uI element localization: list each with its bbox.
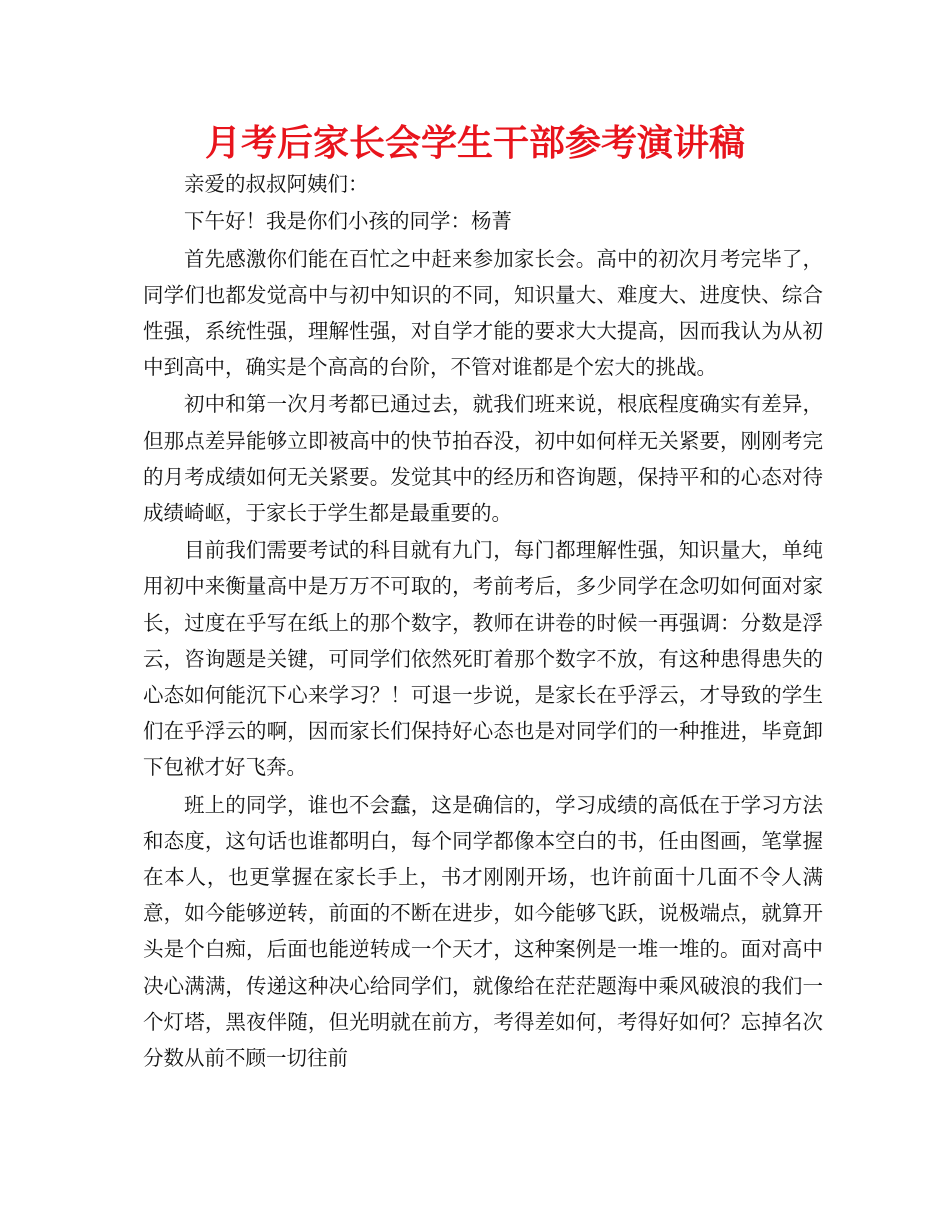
paragraph-1: 首先感激你们能在百忙之中赶来参加家长会。高中的初次月考完毕了，同学们也都发觉高中与初中知识的不同，知识量大、难度大、进度快、综合性强，系统性强，理解性强，对自学才能的要求大大提高，因而我认为从初中到高中，确实是个高高的台阶，不管对谁都是个宏大的挑战。: [143, 246, 823, 380]
paragraph-3: 目前我们需要考试的科目就有九门，每门都理解性强，知识量大，单纯用初中来衡量高中是万万不可取的，考前考后，多少同学在念叨如何面对家长，过度在乎写在纸上的那个数字，教师在讲卷的时候一再强调：分数是浮云，咨询题是关键，可同学们依然死盯着那个数字不放，有这种患得患失的心态如何能沉下心来学习？！可退一步说，是家长在乎浮云，才导致的学生们在乎浮云的啊，因而家长们保持好心态也是对同学们的一种推进，毕竟卸下包袱才好飞奔。: [143, 538, 823, 780]
paragraph-2: 初中和第一次月考都已通过去，就我们班来说，根底程度确实有差异，但那点差异能够立即被高中的快节拍吞没，初中如何样无关紧要，刚刚考完的月考成绩如何无关紧要。发觉其中的经历和咨询题，保持平和的心态对待成绩崎岖，于家长于学生都是最重要的。: [143, 392, 823, 525]
paragraph-4: 班上的同学，谁也不会蠢，这是确信的，学习成绩的高低在于学习方法和态度，这句话也谁都明白，每个同学都像本空白的书，任由图画，笔掌握在本人，也更掌握在家长手上，书才刚刚开场，也许前面十几面不令人满意，如今能够逆转，前面的不断在进步，如今能够飞跃，说极端点，就算开头是个白痴，后面也能逆转成一个天才，这种案例是一堆一堆的。面对高中决心满满，传递这种决心给同学们，就像给在茫茫题海中乘风破浪的我们一个灯塔，黑夜伴随，但光明就在前方，考得差如何，考得好如何？忘掉名次分数从前不顾一切往前: [143, 792, 823, 1070]
salutation-line: 亲爱的叔叔阿姨们：: [184, 172, 369, 196]
document-body: [143, 166, 823, 1076]
document-title: 月考后家长会学生干部参考演讲稿: [204, 123, 745, 164]
greeting-line: 下午好！我是你们小孩的同学：杨菁: [184, 209, 512, 233]
